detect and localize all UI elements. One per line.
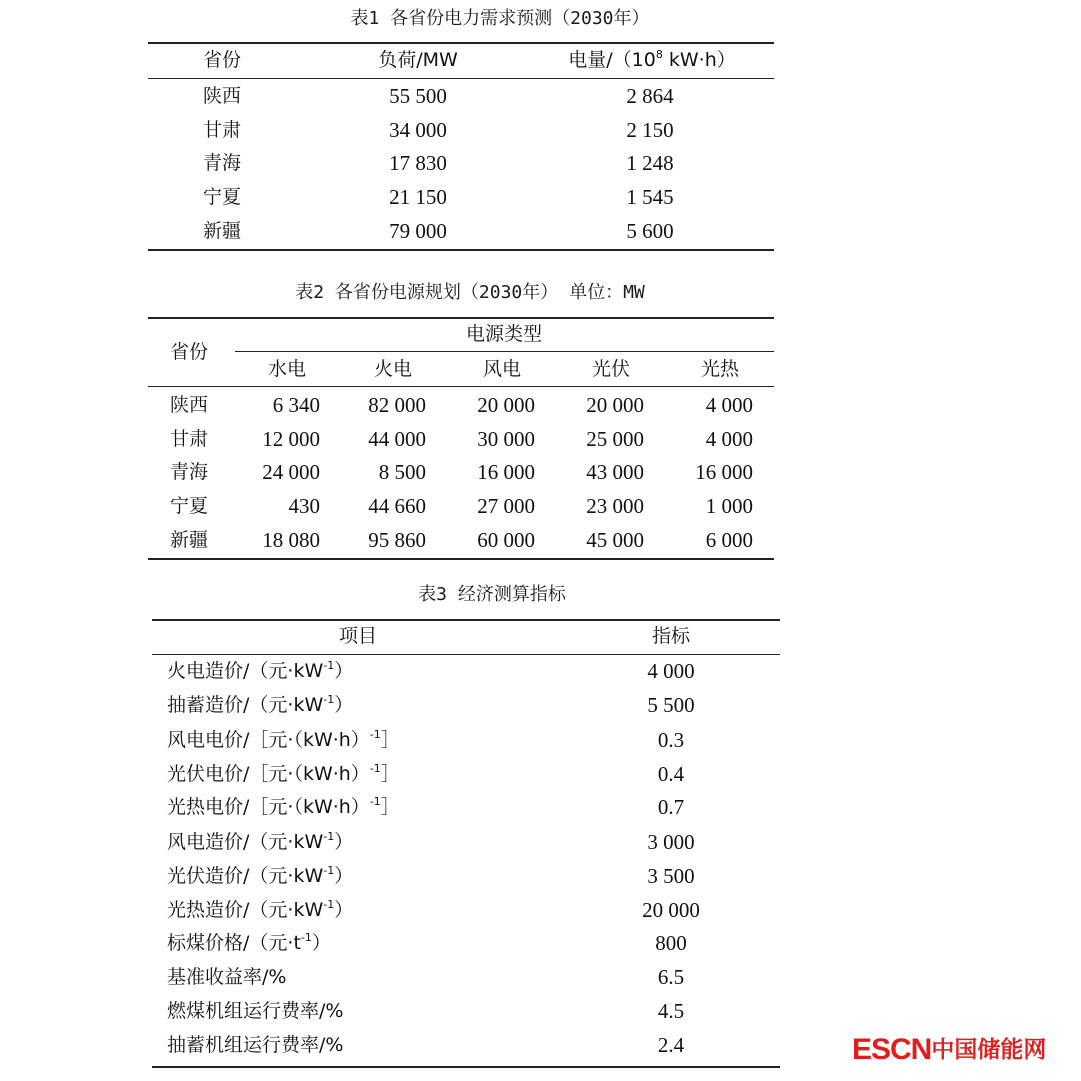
table2-csp: 1 000 bbox=[705, 494, 753, 518]
table1-province: 甘肃 bbox=[202, 119, 242, 141]
table3-item: 抽蓄造价/（元$\cdot kW^{-1}$） bbox=[167, 693, 354, 716]
table3-item: 基准收益率/% bbox=[167, 966, 287, 988]
table3-item: 火电造价/（元$\cdot kW^{-1}$） bbox=[167, 659, 354, 682]
table2-wind: 16 000 bbox=[477, 460, 535, 484]
table1-energy: 1 248 bbox=[626, 151, 674, 175]
table3-value: 4.5 bbox=[657, 999, 685, 1023]
table1-header-load: 负荷/MW bbox=[378, 49, 458, 71]
table3-item: 风电造价/（元$\cdot kW^{-1}$） bbox=[167, 830, 354, 853]
table3-top-rule bbox=[152, 619, 780, 621]
table3-value: 3 000 bbox=[647, 830, 695, 854]
table1-header-province: 省份 bbox=[202, 49, 242, 71]
table3-value: 0.7 bbox=[657, 795, 685, 819]
table3-item: 标煤价格/（元$\cdot t^{-1}$） bbox=[167, 931, 331, 954]
table2-province: 甘肃 bbox=[169, 428, 209, 450]
escn-logo: ESCN中国储能网 bbox=[852, 1033, 1047, 1066]
table2-header-group: 电源类型 bbox=[465, 323, 543, 345]
table3-bottom-rule bbox=[152, 1066, 780, 1068]
table1-header-energy: 电量$/(10^8$ kW·h） bbox=[568, 48, 736, 71]
table2-province: 青海 bbox=[169, 461, 209, 483]
table1-bottom-rule bbox=[148, 249, 774, 251]
table2-header-thermal: 火电 bbox=[373, 358, 413, 380]
table2-pv: 45 000 bbox=[586, 528, 644, 552]
table2-thermal: 82 000 bbox=[368, 393, 426, 417]
table1-energy: 2 864 bbox=[626, 84, 674, 108]
table2-csp: 6 000 bbox=[705, 528, 753, 552]
table2-group-rule bbox=[235, 351, 774, 352]
table2-hydro: 24 000 bbox=[262, 460, 320, 484]
table3-value: 0.4 bbox=[657, 762, 685, 786]
table3-value: 6.5 bbox=[657, 965, 685, 989]
table3-value: 2.4 bbox=[657, 1033, 685, 1057]
table3-header-rule bbox=[152, 654, 780, 655]
table3-item: 光伏造价/（元$\cdot kW^{-1}$） bbox=[167, 864, 354, 887]
table3-value: 3 500 bbox=[647, 864, 695, 888]
table1-load: 34 000 bbox=[389, 118, 447, 142]
table1-top-rule bbox=[148, 42, 774, 44]
table1-caption: 表1 各省份电力需求预测（2030年） bbox=[350, 8, 650, 29]
table2-province: 陕西 bbox=[169, 394, 209, 416]
table2-wind: 60 000 bbox=[477, 528, 535, 552]
table3-value: 4 000 bbox=[647, 659, 695, 683]
table2-thermal: 44 000 bbox=[368, 427, 426, 451]
table2-thermal: 8 500 bbox=[378, 460, 426, 484]
table3-item: 光热造价/（元$\cdot kW^{-1}$） bbox=[167, 898, 354, 921]
table1-province: 陕西 bbox=[202, 85, 242, 107]
table2-top-rule bbox=[148, 317, 774, 319]
table1-energy: 1 545 bbox=[626, 185, 674, 209]
table2-pv: 25 000 bbox=[586, 427, 644, 451]
table2-thermal: 95 860 bbox=[368, 528, 426, 552]
table3-value: 5 500 bbox=[647, 693, 695, 717]
table2-header-province: 省份 bbox=[169, 341, 209, 363]
table2-wind: 30 000 bbox=[477, 427, 535, 451]
table1-province: 宁夏 bbox=[202, 186, 242, 208]
table3-item: 抽蓄机组运行费率/% bbox=[167, 1034, 344, 1056]
table3-item: 光伏电价/［元$\cdot(kW\cdot h)^{-1}]$ bbox=[167, 762, 400, 785]
table2-hydro: 430 bbox=[288, 494, 320, 518]
table2-header-pv: 光伏 bbox=[591, 358, 631, 380]
table3-item: 燃煤机组运行费率/% bbox=[167, 1000, 344, 1022]
table2-header-rule bbox=[148, 386, 774, 387]
table2-header-hydro: 水电 bbox=[267, 358, 307, 380]
table2-bottom-rule bbox=[148, 558, 774, 560]
table1-load: 79 000 bbox=[389, 219, 447, 243]
table1-header-rule bbox=[148, 78, 774, 79]
table3-header-index: 指标 bbox=[651, 625, 691, 647]
table3-item: 光热电价/［元$\cdot(kW\cdot h)^{-1}]$ bbox=[167, 795, 400, 818]
table3-value: 0.3 bbox=[657, 728, 685, 752]
table2-pv: 20 000 bbox=[586, 393, 644, 417]
table2-hydro: 6 340 bbox=[272, 393, 320, 417]
table2-csp: 4 000 bbox=[705, 427, 753, 451]
table1-load: 21 150 bbox=[389, 185, 447, 209]
table3-item: 风电电价/［元$\cdot(kW\cdot h)^{-1}]$ bbox=[167, 728, 400, 751]
table1-energy: 2 150 bbox=[626, 118, 674, 142]
table2-hydro: 12 000 bbox=[262, 427, 320, 451]
table1-load: 17 830 bbox=[389, 151, 447, 175]
table2-province: 新疆 bbox=[169, 529, 209, 551]
table2-thermal: 44 660 bbox=[368, 494, 426, 518]
table2-wind: 20 000 bbox=[477, 393, 535, 417]
table2-pv: 23 000 bbox=[586, 494, 644, 518]
table2-pv: 43 000 bbox=[586, 460, 644, 484]
table1-province: 新疆 bbox=[202, 220, 242, 242]
table2-hydro: 18 080 bbox=[262, 528, 320, 552]
table2-header-wind: 风电 bbox=[482, 358, 522, 380]
table1-load: 55 500 bbox=[389, 84, 447, 108]
table3-header-item: 项目 bbox=[338, 625, 378, 647]
table1-energy: 5 600 bbox=[626, 219, 674, 243]
table3-caption: 表3 经济测算指标 bbox=[418, 584, 566, 605]
table2-header-csp: 光热 bbox=[700, 358, 740, 380]
table2-caption: 表2 各省份电源规划（2030年） 单位：MW bbox=[295, 282, 645, 303]
table2-wind: 27 000 bbox=[477, 494, 535, 518]
table2-province: 宁夏 bbox=[169, 495, 209, 517]
table2-csp: 4 000 bbox=[705, 393, 753, 417]
table2-csp: 16 000 bbox=[695, 460, 753, 484]
table3-value: 20 000 bbox=[642, 898, 700, 922]
table1-province: 青海 bbox=[202, 152, 242, 174]
table3-value: 800 bbox=[655, 931, 687, 955]
